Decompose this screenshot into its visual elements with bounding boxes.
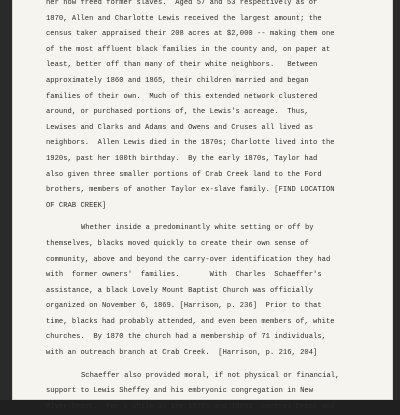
text-line: 1920s, past her 100th birthday. By the early 1870s, Taylor had	[46, 154, 318, 163]
text-line: organized on November 6, 1869. [Harrison, p. 236] Prior to that	[46, 302, 322, 311]
text-line: OF CRAB CREEK]	[46, 201, 107, 210]
document-body	[46, 0, 386, 415]
text-line: of the most affluent black families in the county and, on paper at	[46, 45, 331, 54]
text-line: approximately 1860 and 1865, their children married and began	[46, 76, 309, 85]
text-line: time, blacks had probably attended, and even been members of, white	[46, 317, 335, 326]
text-line: with an outreach branch at Crab Creek. [Harrison, p. 216, 204]	[46, 349, 318, 358]
text-line: also given three smaller portions of Crab Creek land to the Ford	[46, 170, 322, 179]
text-line: Whether inside a predominantly white setting or off by	[81, 224, 314, 233]
document-page	[12, 0, 393, 411]
text-line: around, or purchased portions of, the Lewis's acreage. Thus,	[46, 108, 309, 117]
text-line: themselves, blacks moved quickly to create their own sense of	[46, 239, 309, 248]
text-line: Lewises and Clarks and Adams and Owens and Cruses all lived as	[46, 123, 314, 132]
paragraph-1	[46, 0, 386, 214]
text-line: support to Lewis Sheffey and his embryonic congregation in New	[46, 387, 314, 396]
text-line: least, better off than many of their white neighbors. Between	[46, 61, 318, 70]
paragraph-gap	[46, 214, 386, 221]
text-line: families of their own. Much of this extended network clustered	[46, 92, 318, 101]
text-line: community, above and beyond the carry-over identification they had	[46, 255, 331, 264]
text-line: with former owners' families. With Charles Schaeffer's	[46, 271, 322, 280]
text-line: Schaeffer also provided moral, if not physical or financial,	[81, 371, 340, 380]
text-line: River Depot. For a while in the 1870s and 1880s, Central Depot and	[46, 402, 335, 411]
paragraph-2	[46, 221, 386, 361]
text-line: her now freed former slaves. Aged 57 and 53 respectively as of	[46, 0, 318, 7]
paragraph-gap	[46, 362, 386, 369]
text-line: brothers, members of another Taylor ex-slave family. [FIND LOCATION	[46, 186, 335, 195]
paragraph-3	[46, 369, 386, 415]
text-line: assistance, a black Lovely Mount Baptist Church was officially	[46, 286, 314, 295]
text-line: neighbors. Allen Lewis died in the 1870s; Charlotte lived into the	[46, 139, 335, 148]
text-line: census taker appraised their 208 acres at $2,000 -- making them one	[46, 30, 335, 39]
text-line: churches. By 1870 the church had a membership of 71 individuals,	[46, 333, 326, 342]
text-line: 1870, Allen and Charlotte Lewis received the largest amount; the	[46, 14, 322, 23]
